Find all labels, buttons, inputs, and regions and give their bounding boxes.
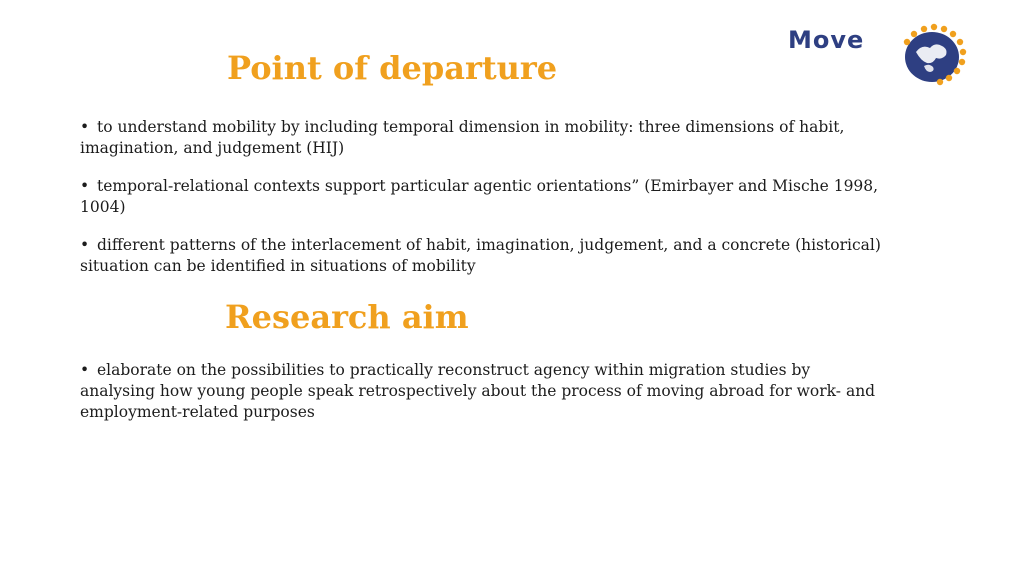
list-item (80, 117, 890, 159)
bullet-text: different patterns of the interlacement of habit, imagination, judgement, and a concrete (historical) situation can be identified in situations of mobility (80, 236, 881, 275)
bullet-text: elaborate on the possibilities to practically reconstruct agency within migration studies by analysing how young people speak retrospectively about the process of moving abroad for work- and employment-related purposes (80, 361, 876, 421)
bullet-marker: • (80, 361, 90, 379)
departure-bullet-list (80, 117, 890, 294)
bullet-text: temporal-relational contexts support particular agentic orientations” (Emirbayer and Mische 1998, 1004) (80, 177, 879, 216)
section-title-aim: Research aim (225, 298, 469, 336)
aim-bullet-list (80, 360, 890, 440)
bullet-marker: • (80, 118, 90, 136)
list-item (80, 235, 890, 277)
bullet-marker: • (80, 177, 90, 195)
bullet-text: to understand mobility by including temporal dimension in mobility: three dimensions of habit, imagination, and judgement (HIJ) (80, 118, 845, 157)
bullet-marker: • (80, 236, 90, 254)
section-title-departure: Point of departure (227, 49, 558, 87)
move-logo (786, 22, 976, 86)
list-item (80, 360, 890, 423)
list-item (80, 176, 890, 218)
globe-europe-stars-icon (894, 22, 974, 86)
logo-wordmark: Move (788, 26, 865, 54)
